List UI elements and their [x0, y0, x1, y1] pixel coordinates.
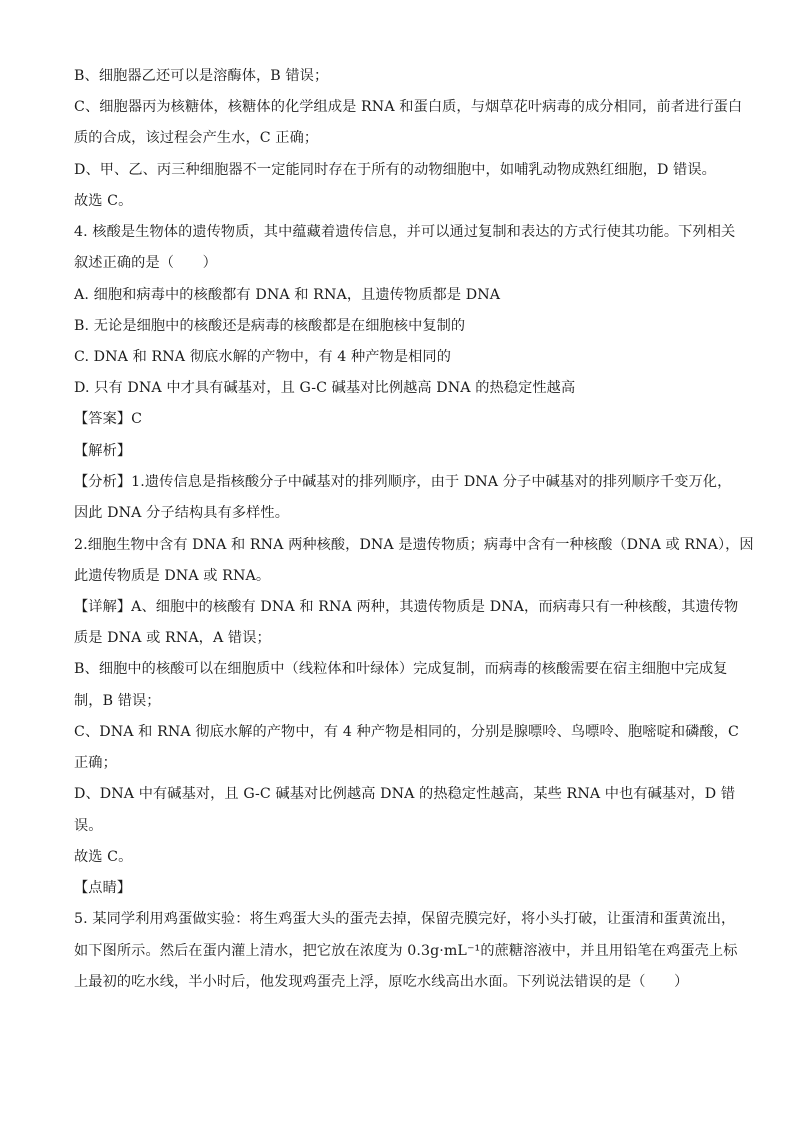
text-line [74, 160, 716, 180]
line-text: 因此 DNA 分子结构具有多样性。 [74, 505, 290, 521]
text-line [74, 628, 271, 648]
text-line [74, 753, 117, 773]
text-line [74, 128, 318, 148]
text-line [74, 97, 742, 117]
line-text: D. 只有 DNA 中才具有碱基对，且 G-C 碱基对比例越高 DNA 的热稳定性越高 [74, 380, 576, 396]
text-line [74, 722, 739, 742]
text-line [74, 66, 328, 86]
line-text: 误。 [74, 818, 103, 834]
text-line [74, 285, 500, 305]
line-text: B、细胞中的核酸可以在细胞质中（线粒体和叶绿体）完成复制，而病毒的核酸需要在宿主细胞中完成复 [74, 661, 728, 677]
text-line [74, 253, 217, 273]
text-line [74, 222, 735, 242]
line-text: A. 细胞和病毒中的核酸都有 DNA 和 RNA，且遗传物质都是 DNA [74, 287, 501, 303]
line-text: 此遗传物质是 DNA 或 RNA。 [74, 568, 271, 584]
text-line [74, 441, 131, 461]
text-line [74, 535, 754, 555]
line-text: 【答案】C [74, 411, 143, 427]
text-line [74, 847, 132, 867]
line-text: 质的合成，该过程会产生水，C 正确； [74, 130, 319, 146]
line-text: 上最初的吃水线，半小时后，他发现鸡蛋壳上浮，原吃水线高出水面。下列说法错误的是（ ） [74, 974, 689, 990]
text-line [74, 191, 132, 211]
line-text: 5. 某同学利用鸡蛋做实验：将生鸡蛋大头的蛋壳去掉，保留壳膜完好，将小头打破，让蛋清和蛋黄流出， [74, 911, 736, 927]
line-text: C、DNA 和 RNA 彻底水解的产物中，有 4 种产物是相同的，分别是腺嘌呤、鸟嘌呤、胞嘧啶和磷酸，C [74, 724, 739, 740]
line-text: 故选 C。 [74, 849, 133, 865]
line-text: 叙述正确的是（ ） [74, 255, 217, 271]
text-line [74, 347, 451, 367]
text-line [74, 503, 289, 523]
text-line [74, 597, 738, 617]
line-text: 质是 DNA 或 RNA，A 错误； [74, 630, 271, 646]
line-text: C. DNA 和 RNA 彻底水解的产物中，有 4 种产物是相同的 [74, 349, 451, 365]
text-line [74, 472, 731, 492]
line-text: D、DNA 中有碱基对，且 G-C 碱基对比例越高 DNA 的热稳定性越高，某些 RNA 中也有碱基对，D 错 [74, 786, 736, 802]
line-text: 故选 C。 [74, 193, 133, 209]
text-line [74, 409, 142, 429]
text-line [74, 378, 575, 398]
line-text: 正确； [74, 755, 117, 771]
text-line [74, 878, 131, 898]
line-text: C、细胞器丙为核糖体，核糖体的化学组成是 RNA 和蛋白质，与烟草花叶病毒的成分相同，前者进行蛋白 [74, 99, 743, 115]
line-text: 【点睛】 [74, 880, 132, 896]
text-line [74, 784, 735, 804]
text-line [74, 816, 103, 836]
line-text: 如下图所示。然后在蛋内灌上清水，把它放在浓度为 0.3g·mL⁻¹的蔗糖溶液中，并且用铅笔在鸡蛋壳上标 [74, 943, 738, 959]
line-text: B、细胞器乙还可以是溶酶体，B 错误； [74, 68, 329, 84]
line-text: 【详解】A、细胞中的核酸有 DNA 和 RNA 两种，其遗传物质是 DNA，而病毒只有一种核酸，其遗传物 [74, 599, 739, 615]
line-text: B. 无论是细胞中的核酸还是病毒的核酸都是在细胞核中复制的 [74, 318, 466, 334]
text-line [74, 316, 465, 336]
text-line [74, 659, 727, 679]
text-line [74, 909, 735, 929]
text-line [74, 691, 161, 711]
line-text: 【分析】1.遗传信息是指核酸分子中碱基对的排列顺序，由于 DNA 分子中碱基对的排列顺序千变万化， [74, 474, 732, 490]
line-text: 【解析】 [74, 443, 132, 459]
line-text: D、甲、乙、丙三种细胞器不一定能同时存在于所有的动物细胞中，如哺乳动物成熟红细胞，D 错误。 [74, 162, 716, 178]
text-line [74, 566, 270, 586]
line-text: 2.细胞生物中含有 DNA 和 RNA 两种核酸，DNA 是遗传物质；病毒中含有一种核酸（DNA 或 RNA），因 [74, 537, 754, 553]
text-line [74, 972, 688, 992]
text-line [74, 941, 738, 961]
line-text: 4. 核酸是生物体的遗传物质，其中蕴藏着遗传信息，并可以通过复制和表达的方式行使其功能。下列相关 [74, 224, 736, 240]
line-text: 制，B 错误； [74, 693, 161, 709]
